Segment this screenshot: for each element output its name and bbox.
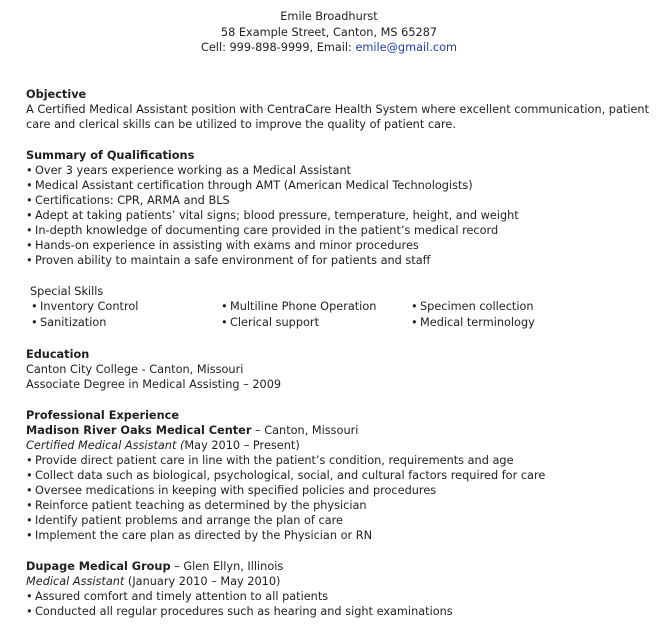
bullet-icon: •	[26, 484, 33, 497]
skill-item: • Clerical support	[221, 316, 319, 329]
bullet-icon: •	[26, 590, 33, 603]
objective-title: Objective	[26, 88, 87, 101]
bullet-icon: •	[411, 300, 418, 313]
skill-item: • Sanitization	[31, 316, 107, 329]
job-entry	[26, 423, 652, 543]
list-item: • Hands-on experience in assisting with exams and minor procedures	[26, 239, 419, 252]
qualifications-list	[26, 163, 652, 268]
candidate-name: Emile Broadhurst	[280, 10, 378, 23]
job-employer: Madison River Oaks Medical Center	[26, 424, 252, 437]
bullet-icon: •	[26, 254, 33, 267]
job-entry	[26, 559, 652, 619]
experience-title: Professional Experience	[26, 409, 179, 422]
bullet-icon: •	[26, 605, 33, 618]
bullet-icon: •	[26, 499, 33, 512]
skill-item: • Inventory Control	[31, 300, 139, 313]
list-item: • Assured comfort and timely attention to all patients	[26, 590, 329, 603]
bullet-icon: •	[26, 454, 33, 467]
bullet-icon: •	[26, 224, 33, 237]
resume-body	[26, 87, 652, 619]
objective-text: A Certified Medical Assistant position with CentraCare Health System where excellent communication, patient care and clerical skills can be utilized to improve the quality of patient care.	[26, 103, 650, 131]
list-item: • Reinforce patient teaching as determined by the physician	[26, 499, 367, 512]
job-role-line	[26, 574, 652, 589]
job-location: – Canton, Missouri	[251, 424, 359, 437]
bullet-icon: •	[26, 209, 33, 222]
special-skills-title: Special Skills	[30, 285, 104, 298]
skill-item: • Specimen collection	[411, 300, 534, 313]
email-link[interactable]: emile@gmail.com	[355, 41, 458, 54]
bullet-icon: •	[26, 194, 33, 207]
education-degree: Associate Degree in Medical Assisting – 2009	[26, 378, 282, 391]
bullet-icon: •	[26, 239, 33, 252]
contact-phone: Cell: 999-898-9999, Email:	[200, 41, 356, 54]
job-duties-list	[26, 453, 652, 543]
bullet-icon: •	[26, 469, 33, 482]
list-item: • Certifications: CPR, ARMA and BLS	[26, 194, 230, 207]
job-employer-line	[26, 423, 652, 438]
bullet-icon: •	[26, 179, 33, 192]
list-item: • Adept at taking patients’ vital signs; blood pressure, temperature, height, and weight	[26, 209, 519, 222]
job-role: Medical Assistant	[26, 575, 125, 588]
bullet-icon: •	[26, 164, 33, 177]
list-item: • Identify patient problems and arrange the plan of care	[26, 514, 343, 527]
bullet-icon: •	[31, 316, 38, 329]
bullet-icon: •	[31, 300, 38, 313]
bullet-icon: •	[26, 529, 33, 542]
list-item: • Medical Assistant certification through AMT (American Medical Technologists)	[26, 179, 473, 192]
education-school: Canton City College - Canton, Missouri	[26, 363, 244, 376]
list-item: • Over 3 years experience working as a Medical Assistant	[26, 164, 352, 177]
list-item: • Proven ability to maintain a safe environment of for patients and staff	[26, 254, 431, 267]
job-role-line	[26, 438, 652, 453]
skill-item: • Multiline Phone Operation	[221, 300, 377, 313]
list-item: • Oversee medications in keeping with specified policies and procedures	[26, 484, 437, 497]
skill-item: • Medical terminology	[411, 316, 535, 329]
list-item: • Collect data such as biological, psychological, social, and cultural factors required for care	[26, 469, 546, 482]
bullet-icon: •	[221, 316, 228, 329]
job-duties-list	[26, 589, 652, 619]
qualifications-title: Summary of Qualifications	[26, 149, 195, 162]
job-location: – Glen Ellyn, Illinois	[170, 560, 284, 573]
job-employer: Dupage Medical Group	[26, 560, 171, 573]
resume-header	[0, 9, 658, 56]
job-dates: (January 2010 – May 2010)	[124, 575, 281, 588]
list-item: • In-depth knowledge of documenting care provided in the patient’s medical record	[26, 224, 499, 237]
list-item: • Conducted all regular procedures such as hearing and sight examinations	[26, 605, 453, 618]
bullet-icon: •	[411, 316, 418, 329]
bullet-icon: •	[26, 514, 33, 527]
list-item: • Implement the care plan as directed by the Physician or RN	[26, 529, 373, 542]
job-employer-line	[26, 559, 652, 574]
special-skills-grid	[26, 299, 652, 331]
job-dates: May 2010 – Present)	[184, 439, 300, 452]
education-title: Education	[26, 348, 90, 361]
list-item: • Provide direct patient care in line with the patient’s condition, requirements and age	[26, 454, 514, 467]
bullet-icon: •	[221, 300, 228, 313]
address-line: 58 Example Street, Canton, MS 65287	[220, 25, 438, 39]
job-role: Certified Medical Assistant (	[26, 439, 185, 452]
contact-line	[0, 40, 658, 56]
